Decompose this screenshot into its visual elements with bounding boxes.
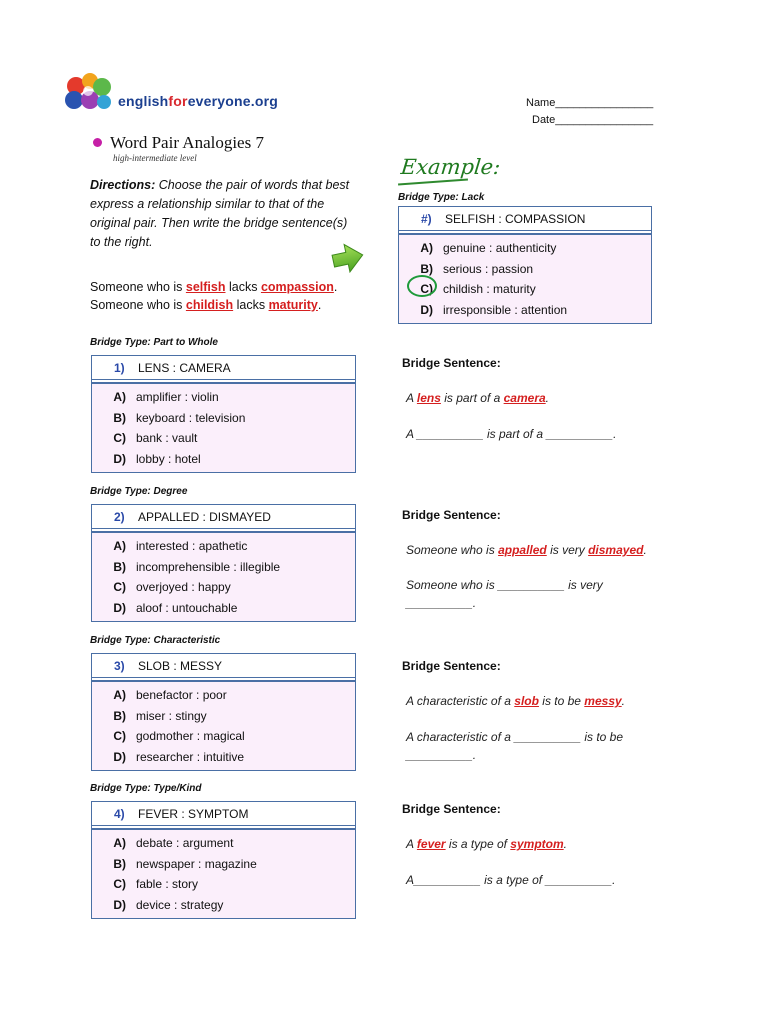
q2-sentence-post: . xyxy=(643,543,647,557)
q2-option-d[interactable] xyxy=(92,598,355,619)
q1-number: 1) xyxy=(114,360,125,375)
option-text: incomprehensible : illegible xyxy=(136,559,281,574)
q2-blank-sentence-cont[interactable]: __________. xyxy=(406,596,477,610)
example-options xyxy=(399,233,651,323)
q1-header xyxy=(92,356,355,380)
option-text: interested : apathetic xyxy=(136,539,248,554)
option-letter: D) xyxy=(113,451,126,466)
q2-sentence xyxy=(406,541,647,559)
q3-sentence-mid: is to be xyxy=(538,694,585,708)
option-text: newspaper : magazine xyxy=(136,856,257,871)
q4-sentence-word2: symptom xyxy=(510,837,564,851)
option-letter: A) xyxy=(420,241,433,256)
q3-option-a[interactable] xyxy=(92,685,355,706)
option-letter: C) xyxy=(113,877,126,892)
option-text: overjoyed : happy xyxy=(136,580,231,595)
q2-sentence-mid: is very xyxy=(546,543,589,557)
option-text: godmother : magical xyxy=(136,729,245,744)
intro-example-1-mid: lacks xyxy=(225,280,261,294)
q1-sentence xyxy=(406,389,549,407)
option-text: serious : passion xyxy=(443,261,534,276)
q1-option-d[interactable] xyxy=(92,449,355,470)
example-heading: Example: xyxy=(399,155,502,179)
option-text: device : strategy xyxy=(136,897,224,912)
q2-header xyxy=(92,505,355,529)
q4-sentence-pre: A xyxy=(406,837,417,851)
q2-options xyxy=(92,531,355,621)
q2-sentence-word1: appalled xyxy=(498,543,547,557)
q1-pair: LENS : CAMERA xyxy=(138,360,231,375)
option-text: amplifier : violin xyxy=(136,390,219,405)
option-letter: D) xyxy=(113,897,126,912)
q1-bridge-type: Bridge Type: Part to Whole xyxy=(90,337,218,348)
q3-blank-sentence[interactable]: A characteristic of a __________ is to be xyxy=(406,730,624,744)
site-prefix: english xyxy=(118,93,169,109)
q4-sentence-word1: fever xyxy=(416,837,446,851)
example-box xyxy=(398,206,652,324)
option-letter: D) xyxy=(113,600,126,615)
intro-example-1 xyxy=(90,278,337,296)
q4-sentence-mid: is a type of xyxy=(445,837,511,851)
q2-option-a[interactable] xyxy=(92,536,355,557)
q3-bridge-type: Bridge Type: Characteristic xyxy=(90,635,221,646)
q3-option-d[interactable] xyxy=(92,747,355,768)
q3-header xyxy=(92,654,355,678)
example-number: #) xyxy=(421,211,432,226)
q3-sentence-post: . xyxy=(621,694,626,708)
site-middle: for xyxy=(168,93,188,109)
example-pair: SELFISH : COMPASSION xyxy=(445,211,586,226)
site-logo xyxy=(62,72,118,112)
example-option-a xyxy=(399,238,651,259)
site-suffix: everyone.org xyxy=(187,93,279,109)
q2-sentence-pre: Someone who is xyxy=(406,543,499,557)
q1-sentence-post: . xyxy=(545,391,550,405)
intro-example-1-post: . xyxy=(333,280,338,294)
intro-example-2 xyxy=(90,296,321,314)
q3-sentence-pre: A characteristic of a xyxy=(406,694,515,708)
directions-text: Choose the pair of words that best express a relationship similar to that of the original pair. Then write the bridge sentence(s) to the right. xyxy=(90,178,350,249)
q1-box xyxy=(91,355,356,473)
q3-blank-sentence-cont[interactable]: __________. xyxy=(406,748,477,762)
q2-blank-sentence[interactable]: Someone who is __________ is very xyxy=(406,578,603,592)
option-letter: D) xyxy=(113,749,126,764)
option-letter: B) xyxy=(420,261,433,276)
title-bullet-icon xyxy=(93,138,102,147)
q1-option-c[interactable] xyxy=(92,428,355,449)
option-letter: A) xyxy=(113,836,126,851)
q3-sentence-word2: messy xyxy=(584,694,622,708)
q4-options xyxy=(92,828,355,918)
intro-example-1-word1: selfish xyxy=(185,280,226,294)
option-letter: B) xyxy=(113,856,126,871)
option-text: researcher : intuitive xyxy=(136,749,245,764)
q1-sentence-word2: camera xyxy=(503,391,546,405)
intro-example-1-pre: Someone who is xyxy=(90,280,186,294)
q4-bridge-type: Bridge Type: Type/Kind xyxy=(90,783,202,794)
intro-example-2-word1: childish xyxy=(185,298,234,312)
answer-circle-icon xyxy=(407,275,437,297)
option-text: debate : argument xyxy=(136,836,234,851)
q2-sentence-word2: dismayed xyxy=(588,543,644,557)
green-arrow-icon xyxy=(330,240,366,274)
q3-box xyxy=(91,653,356,771)
option-letter: C) xyxy=(420,282,433,297)
q3-option-b[interactable] xyxy=(92,706,355,727)
option-text: lobby : hotel xyxy=(136,451,201,466)
option-letter: D) xyxy=(420,302,433,317)
q3-number: 3) xyxy=(114,658,125,673)
q2-pair: APPALLED : DISMAYED xyxy=(138,509,271,524)
q1-options xyxy=(92,382,355,472)
q1-bridge-title: Bridge Sentence: xyxy=(402,356,501,370)
example-underline xyxy=(398,179,468,186)
q1-option-b[interactable] xyxy=(92,408,355,429)
q2-bridge-title: Bridge Sentence: xyxy=(402,508,501,522)
q2-number: 2) xyxy=(114,509,125,524)
q4-bridge-title: Bridge Sentence: xyxy=(402,802,501,816)
example-header xyxy=(399,207,651,231)
q4-pair: FEVER : SYMPTOM xyxy=(138,806,249,821)
date-field[interactable]: Date________________ xyxy=(532,114,654,126)
option-text: aloof : untouchable xyxy=(136,600,238,615)
q1-blank-sentence[interactable]: A __________ is part of a __________. xyxy=(406,427,617,441)
option-text: irresponsible : attention xyxy=(443,302,568,317)
example-option-c xyxy=(399,279,651,300)
directions xyxy=(90,176,360,252)
q4-sentence xyxy=(406,835,567,853)
q4-option-b[interactable] xyxy=(92,854,355,875)
option-letter: A) xyxy=(113,539,126,554)
q4-box xyxy=(91,801,356,919)
level-label: high-intermediate level xyxy=(113,153,197,163)
page-title: Word Pair Analogies 7 xyxy=(110,133,264,152)
option-letter: B) xyxy=(113,410,126,425)
example-option-b xyxy=(399,259,651,280)
intro-example-1-word2: compassion xyxy=(260,280,334,294)
intro-example-2-post: . xyxy=(317,298,322,312)
q3-options xyxy=(92,680,355,770)
q4-option-d[interactable] xyxy=(92,895,355,916)
option-text: keyboard : television xyxy=(136,410,246,425)
q4-sentence-post: . xyxy=(563,837,567,851)
intro-example-2-mid: lacks xyxy=(233,298,269,312)
option-text: miser : stingy xyxy=(136,708,207,723)
q3-option-c[interactable] xyxy=(92,726,355,747)
q3-sentence-word1: slob xyxy=(514,694,539,708)
option-letter: A) xyxy=(113,390,126,405)
q3-pair: SLOB : MESSY xyxy=(138,658,223,673)
q1-option-a[interactable] xyxy=(92,387,355,408)
q3-sentence xyxy=(406,692,625,710)
q4-header xyxy=(92,802,355,826)
option-text: fable : story xyxy=(136,877,199,892)
q2-bridge-type: Bridge Type: Degree xyxy=(90,486,188,497)
q2-option-c[interactable] xyxy=(92,577,355,598)
example-option-d xyxy=(399,300,651,321)
option-text: genuine : authenticity xyxy=(443,241,557,256)
option-letter: C) xyxy=(113,580,126,595)
option-text: benefactor : poor xyxy=(136,688,227,703)
q2-option-b[interactable] xyxy=(92,557,355,578)
q4-option-a[interactable] xyxy=(92,833,355,854)
option-letter: A) xyxy=(113,688,126,703)
q1-sentence-pre: A xyxy=(406,391,417,405)
q4-blank-sentence[interactable]: A__________ is a type of __________. xyxy=(406,873,616,887)
q4-number: 4) xyxy=(114,806,125,821)
option-text: bank : vault xyxy=(136,431,198,446)
q1-sentence-word1: lens xyxy=(416,391,441,405)
q3-bridge-title: Bridge Sentence: xyxy=(402,659,501,673)
option-text: childish : maturity xyxy=(443,282,536,297)
name-field[interactable]: Name________________ xyxy=(526,97,654,109)
example-bridge-type: Bridge Type: Lack xyxy=(398,192,485,203)
option-letter: C) xyxy=(113,729,126,744)
directions-label: Directions: xyxy=(90,178,156,192)
option-letter: B) xyxy=(113,559,126,574)
q4-option-c[interactable] xyxy=(92,874,355,895)
q1-sentence-mid: is part of a xyxy=(440,391,504,405)
intro-example-2-word2: maturity xyxy=(268,298,318,312)
intro-example-2-pre: Someone who is xyxy=(90,298,186,312)
site-name xyxy=(118,93,278,109)
q2-box xyxy=(91,504,356,622)
option-letter: B) xyxy=(113,708,126,723)
option-letter: C) xyxy=(113,431,126,446)
